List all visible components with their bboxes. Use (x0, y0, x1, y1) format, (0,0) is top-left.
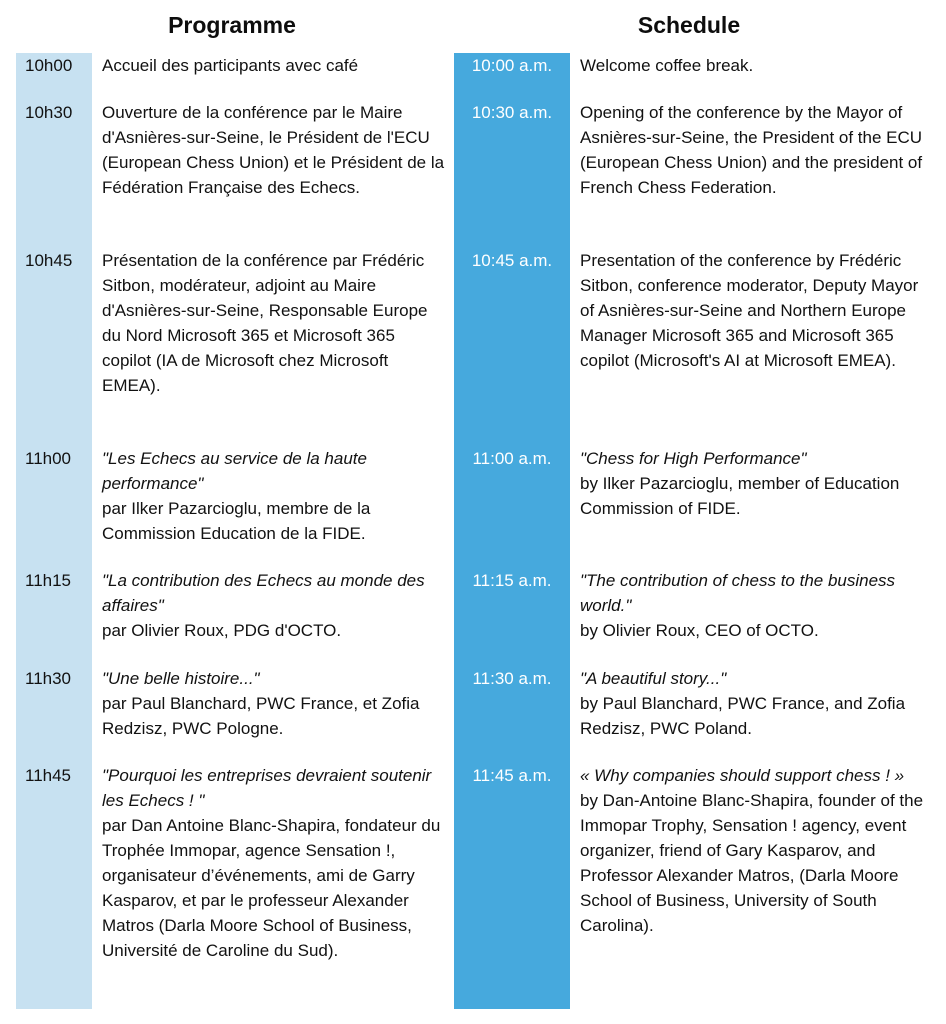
programme-entry (16, 248, 446, 398)
programme-entry (16, 763, 446, 963)
programme-entry-description (92, 446, 446, 546)
programme-entry-text: par Olivier Roux, PDG d'OCTO. (102, 621, 342, 640)
programme-entry-time: 11h15 (25, 571, 72, 590)
schedule-entry-description (570, 666, 934, 741)
schedule-entry-text: Presentation of the conference by Frédéric Sitbon, conference moderator, Deputy Mayor of Asnières-sur-Seine and Northern Europe Manager Microsoft 365 and Microsoft 365 copilot (Microsoft's AI at Microsoft EMEA). (580, 251, 919, 370)
schedule-entry (454, 446, 934, 521)
schedule-entry-time: 10:30 a.m. (471, 103, 553, 122)
schedule-entry (454, 248, 934, 373)
programme-entry (16, 446, 446, 546)
schedule-entry-time: 10:00 a.m. (471, 56, 553, 75)
programme-entry-time: 11h00 (25, 449, 72, 468)
schedule-entry (454, 568, 934, 643)
schedule-entry-description (570, 248, 934, 373)
schedule-entry (454, 763, 934, 938)
programme-entry-time: 10h00 (25, 56, 73, 75)
schedule-entry-title: "The contribution of chess to the business world." (580, 571, 896, 615)
programme-entry-time: 11h45 (25, 766, 72, 785)
programme-entry-description (92, 763, 446, 963)
programme-entry-text: Présentation de la conférence par Frédéric Sitbon, modérateur, adjoint au Maire d'Asnières-sur-Seine, Responsable Europe du Nord Microsoft 365 et Microsoft 365 copilot (IA de Microsoft chez Microsoft EMEA). (102, 251, 428, 395)
schedule-entry (454, 53, 753, 78)
programme-entry-description (92, 100, 446, 200)
programme-entry-text: par Dan Antoine Blanc-Shapira, fondateur du Trophée Immopar, agence Sensation !, organisateur d’événements, ami de Garry Kasparov, et par le professeur Alexander Matros (Darla Moore School of Business, Université de Caroline du Sud). (102, 816, 441, 960)
schedule-entry-time: 11:00 a.m. (472, 449, 552, 468)
programme-entry-description (92, 666, 446, 741)
schedule-entry-title: « Why companies should support chess ! » (580, 766, 905, 785)
schedule-entry (454, 666, 934, 741)
schedule-entry-text: by Dan-Antoine Blanc-Shapira, founder of the Immopar Trophy, Sensation ! agency, event organizer, friend of Gary Kasparov, and Professor Alexander Matros, (Darla Moore School of Business, University of South Carolina). (580, 791, 924, 935)
programme-entry-time: 11h30 (25, 669, 72, 688)
programme-entry-title: "Les Echecs au service de la haute performance" (102, 449, 367, 493)
schedule-entry-description (570, 53, 753, 78)
programme-entry (16, 53, 358, 78)
programme-entry-text: par Ilker Pazarcioglu, membre de la Commission Education de la FIDE. (102, 499, 371, 543)
programme-entry-time: 10h45 (25, 251, 73, 270)
schedule-entry-text: by Ilker Pazarcioglu, member of Education Commission of FIDE. (580, 474, 900, 518)
schedule-entry-description (570, 446, 934, 521)
schedule-entry-text: by Olivier Roux, CEO of OCTO. (580, 621, 819, 640)
programme-entry-description (92, 248, 446, 398)
programme-entry (16, 568, 446, 643)
schedule-entry-title: "Chess for High Performance" (580, 449, 807, 468)
schedule-entry (454, 100, 934, 200)
programme-entry-text: Accueil des participants avec café (102, 56, 359, 75)
schedule-heading: Schedule (637, 12, 741, 38)
schedule-entry-text: Opening of the conference by the Mayor of Asnières-sur-Seine, the President of the ECU (European Chess Union) and the president of French Chess Federation. (580, 103, 923, 197)
schedule-entry-description (570, 763, 934, 938)
schedule-entry-text: Welcome coffee break. (580, 56, 754, 75)
programme-entry-text: par Paul Blanchard, PWC France, et Zofia Redzisz, PWC Pologne. (102, 694, 420, 738)
schedule-entry-title: "A beautiful story..." (580, 669, 727, 688)
programme-entry-description (92, 53, 358, 78)
programme-entry-title: "La contribution des Echecs au monde des affaires" (102, 571, 425, 615)
schedule-entry-time: 11:30 a.m. (472, 669, 552, 688)
programme-entry-title: "Une belle histoire..." (102, 669, 260, 688)
schedule-entry-description (570, 568, 934, 643)
programme-entry (16, 666, 446, 741)
programme-entry-time: 10h30 (25, 103, 73, 122)
programme-entry (16, 100, 446, 200)
schedule-entry-text: by Paul Blanchard, PWC France, and Zofia Redzisz, PWC Poland. (580, 694, 906, 738)
programme-heading: Programme (168, 12, 296, 38)
schedule-entry-time: 11:15 a.m. (472, 571, 552, 590)
programme-entry-title: "Pourquoi les entreprises devraient soutenir les Echecs ! " (102, 766, 432, 810)
programme-entry-description (92, 568, 446, 643)
schedule-entry-time: 10:45 a.m. (471, 251, 553, 270)
schedule-entry-description (570, 100, 934, 200)
schedule-entry-time: 11:45 a.m. (472, 766, 552, 785)
programme-entry-text: Ouverture de la conférence par le Maire d'Asnières-sur-Seine, le Président de l'ECU (European Chess Union) et le Président de la Fédération Française des Echecs. (102, 103, 445, 197)
